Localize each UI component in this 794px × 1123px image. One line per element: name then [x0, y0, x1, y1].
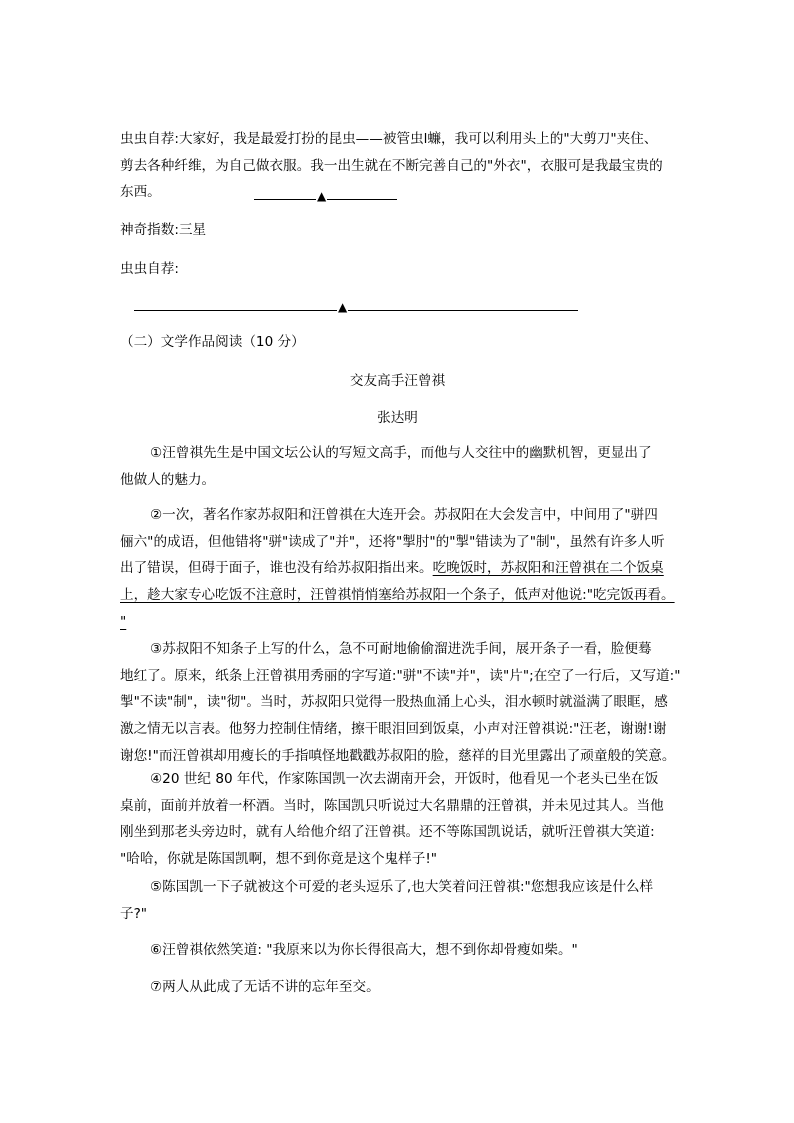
intro-line: 东西。 — [120, 184, 161, 201]
article-title: 交友高手汪曾祺 — [349, 373, 446, 389]
intro-line: 剪去各种纤维，为自己做衣服。我一出生就在不断完善自己的"外衣"，衣服可是我最宝贵的 — [120, 157, 663, 174]
triangle-marker-icon: ▲ — [317, 189, 327, 203]
paragraph-7 — [120, 974, 682, 1001]
paragraph-line: "哈哈，你就是陈国凯啊，想不到你竟是这个鬼样子!" — [120, 851, 438, 868]
paragraph-line: ⑦两人从此成了无话不讲的忘年至交。 — [150, 979, 380, 995]
paragraph-5 — [120, 874, 682, 927]
answer-blank-1[interactable] — [254, 186, 397, 202]
intro-paragraph — [120, 126, 682, 206]
underlined-line: 上，趁大家专心吃饭不注意时，汪曾祺悄悄塞给苏叔阳一个条子，低声对他说:"吃完饭再看。 — [120, 587, 675, 604]
blank-line-right — [327, 199, 397, 200]
paragraph-line: 他做人的魅力。 — [120, 471, 216, 488]
underlined-text: 吃晚饭时，苏叔阳和汪曾祺在二个饭桌 — [432, 560, 664, 577]
paragraph-4 — [120, 766, 682, 873]
triangle-marker-icon: ▲ — [338, 300, 348, 314]
section-heading: （二）文学作品阅读（10 分） — [120, 334, 305, 350]
intro-line: 虫虫自荐:大家好，我是最爱打扮的昆虫——被管虫l蠊，我可以利用头上的"大剪刀"夹住、 — [120, 131, 658, 147]
paragraph-line: 子?" — [120, 905, 148, 922]
paragraph-3 — [120, 636, 682, 769]
paragraph-1 — [120, 440, 682, 493]
blank-line-left — [134, 310, 337, 311]
paragraph-line: ③苏叔阳不知条子上写的什么，急不可耐地偷偷溜进洗手间，展开条子一看，脸便蓦 — [150, 641, 652, 657]
self-recommend-label: 虫虫自荐: — [120, 261, 179, 277]
article-author: 张达明 — [377, 410, 418, 426]
paragraph-line: 地红了。原来，纸条上汪曾祺用秀丽的字写道:"骈"不读"并"，读"片";在空了一行后，又写道:" — [120, 667, 681, 684]
paragraph-line: ⑤陈国凯一下子就被这个可爱的老头逗乐了,也大笑着问汪曾祺:"您想我应该是什么样 — [150, 879, 654, 895]
paragraph-2 — [120, 502, 682, 630]
paragraph-line: 桌前，面前并放着一杯酒。当时，陈国凯只听说过大名鼎鼎的汪曾祺，并未见过其人。当他 — [120, 797, 664, 814]
magic-index: 神奇指数:三星 — [120, 222, 207, 238]
paragraph-text: 出了错误，但碍于面子，谁也没有给苏叔阳指出来。 — [120, 560, 433, 577]
paragraph-line: ④20 世纪 80 年代，作家陈国凯一次去湖南开会，开饭时，他看见一个老头已坐在饭 — [150, 771, 659, 787]
paragraph-line: ⑥汪曾祺依然笑道: "我原来以为你长得很高大，想不到你却骨瘦如柴。" — [150, 942, 578, 958]
blank-line-left — [254, 199, 316, 200]
paragraph-line: 俪六"的成语，但他错将"骈"读成了"并"，还将"掣肘"的"掣"错读为了"制"，虽然有许多人听 — [120, 533, 665, 550]
paragraph-line: 刚坐到那老头旁边时，就有人给他介绍了汪曾祺。还不等陈国凯说话，就听汪曾祺大笑道: — [120, 824, 655, 841]
paragraph-line: ②一次，著名作家苏叔阳和汪曾祺在大连开会。苏叔阳在大会发言中，中间用了"骈四 — [150, 507, 658, 523]
answer-blank-2[interactable] — [134, 297, 578, 313]
paragraph-line: ①汪曾祺先生是中国文坛公认的写短文高手，而他与人交往中的幽默机智，更显出了 — [150, 445, 652, 461]
paragraph-line: 掣"不读"制"，读"彻"。当时，苏叔阳只觉得一股热血涌上心头，泪水顿时就溢满了眼眶，感 — [120, 694, 668, 711]
blank-line-right — [348, 310, 578, 311]
paragraph-line: 谢您!"而汪曾祺却用瘦长的手指嗔怪地戳戳苏叔阳的脸，慈祥的目光里露出了顽童般的笑意。 — [120, 747, 676, 764]
paragraph-line — [120, 555, 682, 582]
paragraph-6 — [120, 937, 682, 964]
paragraph-line: 激之情无以言表。他努力控制住情绪，擦干眼泪回到饭桌，小声对汪曾祺说:"汪老，谢谢!谢 — [120, 721, 667, 738]
underlined-line: " — [120, 613, 127, 630]
